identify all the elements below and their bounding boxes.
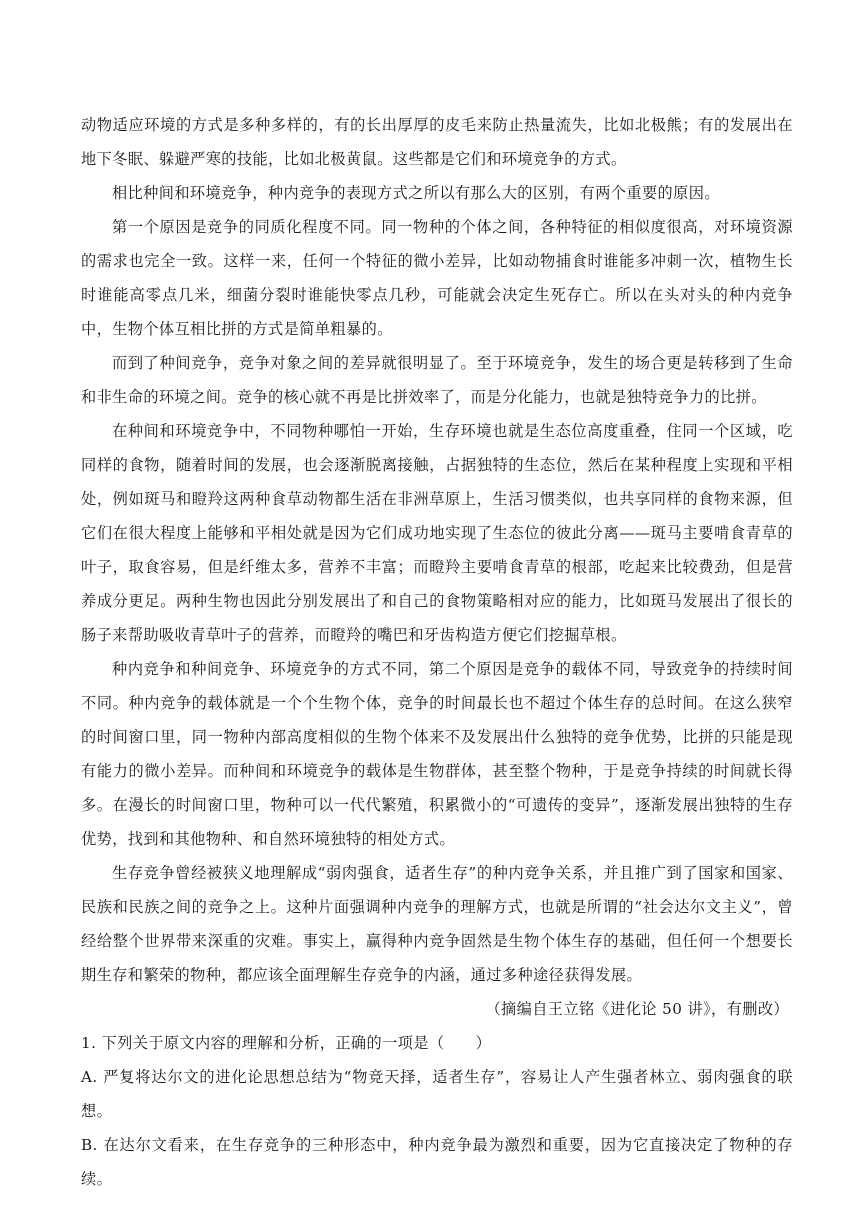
paragraph-4: 而到了种间竞争，竞争对象之间的差异就很明显了。至于环境竞争，发生的场合更是转移到了生命和非生命的环境之间。竞争的核心就不再是比拼效率了，而是分化能力，也就是独特竞争力的比拼。: [81, 354, 793, 406]
question-stem: 1. 下列关于原文内容的理解和分析，正确的一项是（ ）: [81, 1034, 492, 1052]
document-body: [81, 108, 793, 1196]
option-a: A. 严复将达尔文的进化论思想总结为“物竞天择，适者生存”，容易让人产生强者林立、弱肉强食的联想。: [81, 1068, 793, 1120]
paragraph-7: 生存竞争曾经被狭义地理解成“弱肉强食，适者生存”的种内竞争关系，并且推广到了国家和国家、民族和民族之间的竞争之上。这种片面强调种内竞争的理解方式，也就是所谓的“社会达尔文主义”，曾经给整个世界带来深重的灾难。事实上，赢得种内竞争固然是生物个体生存的基础，但任何一个想要长期生存和繁荣的物种，都应该全面理解生存竞争的内涵，通过多种途径获得发展。: [81, 864, 793, 984]
paragraph-3: 第一个原因是竞争的同质化程度不同。同一物种的个体之间，各种特征的相似度很高，对环境资源的需求也完全一致。这样一来，任何一个特征的微小差异，比如动物捕食时谁能多冲刺一次，植物生长时谁能高零点几米，细菌分裂时谁能快零点几秒，可能就会决定生死存亡。所以在头对头的种内竞争中，生物个体互相比拼的方式是简单粗暴的。: [81, 218, 793, 338]
paragraph-5: 在种间和环境竞争中，不同物种哪怕一开始，生存环境也就是生态位高度重叠，住同一个区域，吃同样的食物，随着时间的发展，也会逐渐脱离接触，占据独特的生态位，然后在某种程度上实现和平相处，例如斑马和瞪羚这两种食草动物都生活在非洲草原上，生活习惯类似，也共享同样的食物来源，但它们在很大程度上能够和平相处就是因为它们成功地实现了生态位的彼此分离——斑马主要啃食青草的叶子，取食容易，但是纤维太多，营养不丰富；而瞪羚主要啃食青草的根部，吃起来比较费劲，但是营养成分更足。两种生物也因此分别发展出了和自己的食物策略相对应的能力，比如斑马发展出了很长的肠子来帮助吸收青草叶子的营养，而瞪羚的嘴巴和牙齿构造方便它们挖掘草根。: [81, 422, 793, 644]
option-b: B. 在达尔文看来，在生存竞争的三种形态中，种内竞争最为激烈和重要，因为它直接决定了物种的存续。: [81, 1136, 793, 1188]
source-citation: （摘编自王立铭《进化论 50 讲》，有删改）: [485, 1000, 789, 1018]
paragraph-6: 种内竞争和种间竞争、环境竞争的方式不同，第二个原因是竞争的载体不同，导致竞争的持续时间不同。种内竞争的载体就是一个个生物个体，竞争的时间最长也不超过个体生存的总时间。在这么狭窄的时间窗口里，同一物种内部高度相似的生物个体来不及发展出什么独特的竞争优势，比拼的只能是现有能力的微小差异。而种间和环境竞争的载体是生物群体，甚至整个物种，于是竞争持续的时间就长得多。在漫长的时间窗口里，物种可以一代代繁殖，积累微小的“可遗传的变异”，逐渐发展出独特的生存优势，找到和其他物种、和自然环境独特的相处方式。: [81, 660, 793, 848]
paragraph-1: 动物适应环境的方式是多种多样的，有的长出厚厚的皮毛来防止热量流失，比如北极熊；有的发展出在地下冬眠、躲避严寒的技能，比如北极黄鼠。这些都是它们和环境竞争的方式。: [81, 116, 793, 168]
paragraph-2: 相比种间和环境竞争，种内竞争的表现方式之所以有那么大的区别，有两个重要的原因。: [112, 184, 720, 202]
